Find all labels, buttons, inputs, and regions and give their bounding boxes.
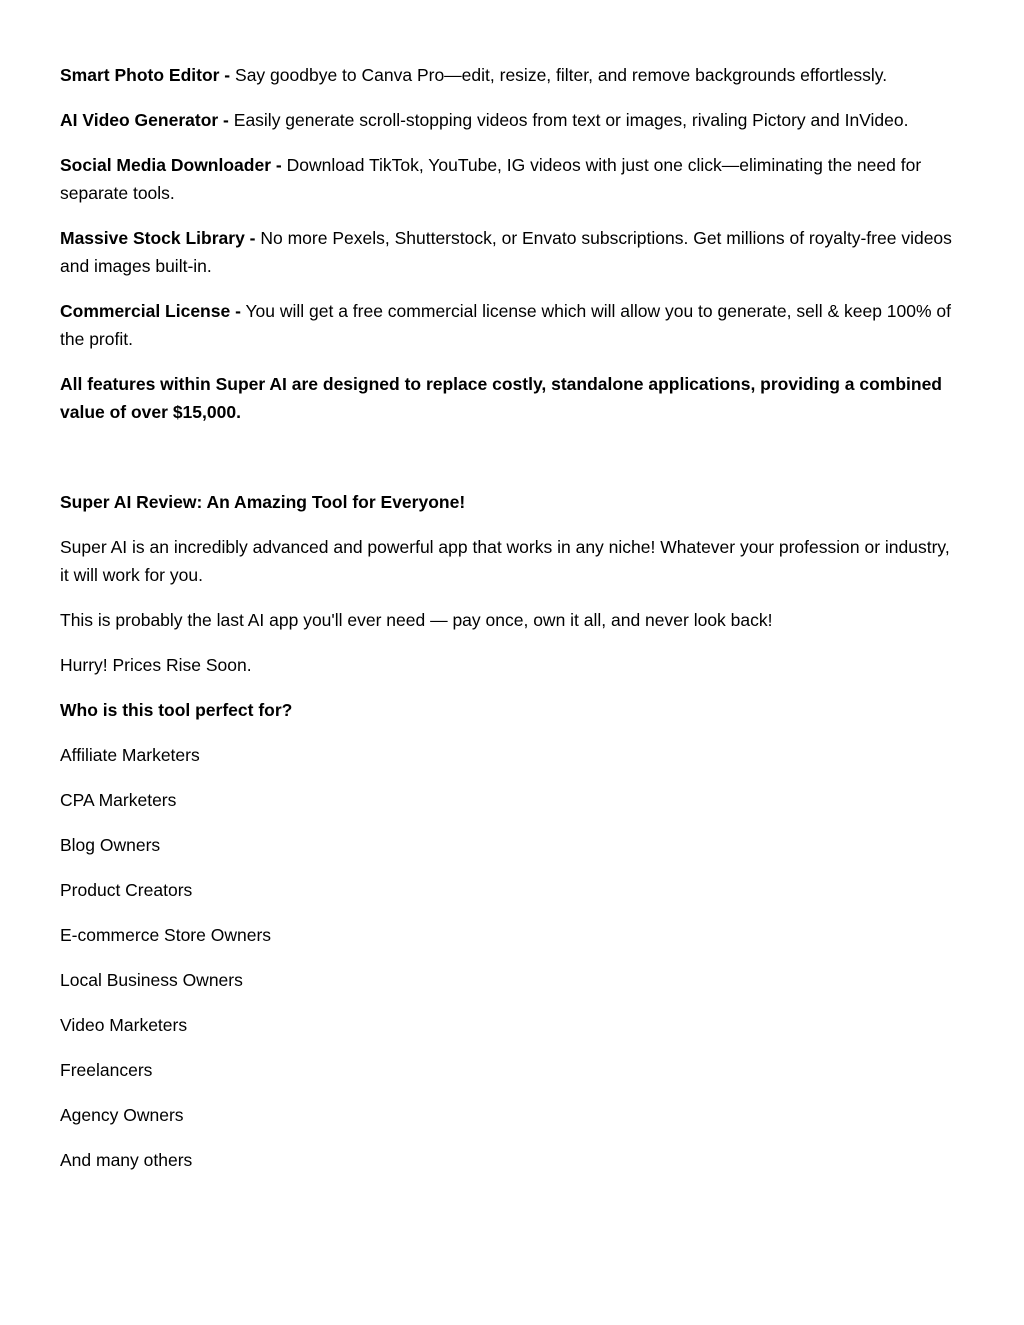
list-item: Local Business Owners [60, 970, 243, 990]
feature-commercial-license [60, 297, 960, 353]
features-summary: All features within Super AI are designed to replace costly, standalone applications, providing a combined value of over $15,000. [60, 374, 942, 422]
list-item: Freelancers [60, 1060, 153, 1080]
feature-title: AI Video Generator - [60, 110, 229, 130]
list-item: Video Marketers [60, 1015, 188, 1035]
document-page [60, 61, 960, 1191]
feature-title: Smart Photo Editor - [60, 65, 231, 85]
feature-title: Commercial License - [60, 301, 241, 321]
list-item: CPA Marketers [60, 790, 177, 810]
list-item: E-commerce Store Owners [60, 925, 272, 945]
feature-massive-stock-library [60, 224, 960, 280]
feature-description: You will get a free commercial license which will allow you to generate, sell & keep 100% of the profit. [60, 301, 951, 349]
list-item: And many others [60, 1150, 193, 1170]
feature-description: Say goodbye to Canva Pro—edit, resize, filter, and remove backgrounds effortlessly. [235, 65, 888, 85]
feature-description: Easily generate scroll-stopping videos from text or images, rivaling Pictory and InVideo. [233, 110, 909, 130]
list-item: Agency Owners [60, 1105, 184, 1125]
feature-social-media-downloader [60, 151, 960, 207]
feature-title: Massive Stock Library - [60, 228, 256, 248]
feature-title: Social Media Downloader - [60, 155, 282, 175]
review-paragraph: Hurry! Prices Rise Soon. [60, 655, 252, 675]
audience-heading: Who is this tool perfect for? [60, 700, 293, 720]
review-paragraph: This is probably the last AI app you'll ever need — pay once, own it all, and never look back! [60, 610, 773, 630]
audience-list [60, 741, 960, 1174]
feature-description: No more Pexels, Shutterstock, or Envato subscriptions. Get millions of royalty-free videos and images built-in. [60, 228, 952, 276]
section-spacer [60, 443, 960, 488]
feature-description: Download TikTok, YouTube, IG videos with just one click—eliminating the need for separate tools. [60, 155, 922, 203]
review-paragraph: Super AI is an incredibly advanced and powerful app that works in any niche! Whatever your profession or industry, it will work for you. [60, 537, 950, 585]
list-item: Blog Owners [60, 835, 161, 855]
feature-smart-photo-editor [60, 61, 960, 89]
feature-ai-video-generator [60, 106, 960, 134]
list-item: Affiliate Marketers [60, 745, 200, 765]
review-heading: Super AI Review: An Amazing Tool for Everyone! [60, 492, 466, 512]
list-item: Product Creators [60, 880, 193, 900]
